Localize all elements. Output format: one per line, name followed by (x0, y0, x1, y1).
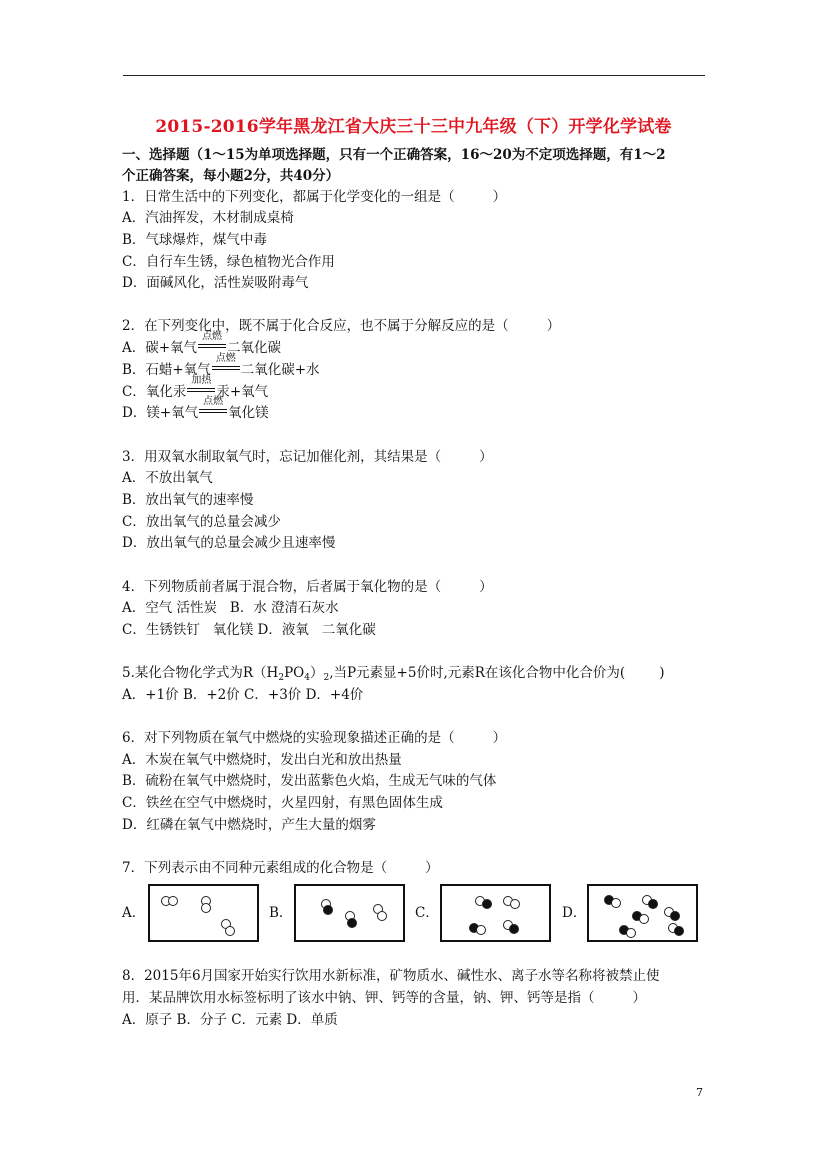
q1-option-c: C．自行车生锈，绿色植物光合作用 (122, 254, 335, 270)
section-heading-line2: 个正确答案，每小题2分，共40分） (122, 168, 340, 184)
q7-stem: 7．下列表示由不同种元素组成的化合物是（ ） (122, 860, 439, 876)
q4-options-ab: A．空气 活性炭 B．水 澄清石灰水 (122, 600, 339, 616)
header-rule (123, 75, 705, 76)
q7-label-c: C． (415, 905, 439, 921)
q5-stem: 5.某化合物化学式为$R(H_2PO_4)_2$,当P元素显+5价时,元素R在该化合物中化合价为( ) (122, 665, 665, 683)
q8-stem-line1: 8．2015年6月国家开始实行饮用水新标准，矿物质水、碱性水、离子水等名称将被禁止使 (122, 968, 660, 984)
q7-diagram-b (294, 884, 405, 942)
q2-option-a: A．碳+氧气 点燃 二氧化碳 (122, 331, 282, 356)
q1-stem: 1．日常生活中的下列变化，都属于化学变化的一组是（ ） (122, 189, 507, 205)
q5-options: A．+1价 B．+2价 C．+3价 D．+4价 (122, 687, 364, 703)
q8-stem-line2: 用．某品牌饮用水标签标明了该水中钠、钾、钙等的含量，钠、钾、钙等是指（ ） (122, 990, 646, 1006)
q6-option-a: A．木炭在氧气中燃烧时，发出白光和放出热量 (122, 752, 402, 768)
q7-label-d: D． (562, 905, 587, 921)
reaction-condition-arrow: 点燃 (212, 362, 240, 374)
q2-stem: 2．在下列变化中，既不属于化合反应，也不属于分解反应的是（ ） (122, 318, 561, 334)
q3-option-a: A．不放出氧气 (122, 470, 213, 486)
q3-option-b: B．放出氧气的速率慢 (122, 492, 254, 508)
q1-option-a: A．汽油挥发，木材制成桌椅 (122, 210, 294, 226)
page-number: 7 (696, 1086, 703, 1099)
q4-stem: 4．下列物质前者属于混合物，后者属于氧化物的是（ ） (122, 579, 493, 595)
q2-option-c: C．氧化汞 加热 汞+氧气 (122, 375, 269, 400)
q6-stem: 6．对下列物质在氧气中燃烧的实验现象描述正确的是（ ） (122, 730, 507, 746)
q7-diagram-a (148, 884, 259, 942)
page-title: 2015-2016学年黑龙江省大庆三十三中九年级（下）开学化学试卷 (155, 117, 672, 137)
q8-options: A．原子 B．分子 C．元素 D．单质 (122, 1012, 338, 1028)
q1-option-b: B．气球爆炸，煤气中毒 (122, 232, 267, 248)
q3-option-d: D．放出氧气的总量会减少且速率慢 (122, 535, 336, 551)
q6-option-c: C．铁丝在空气中燃烧时，火星四射，有黑色固体生成 (122, 795, 443, 811)
reaction-condition-arrow: 点燃 (199, 405, 227, 417)
q4-options-cd: C．生锈铁钉 氧化镁 D．液氧 二氧化碳 (122, 622, 376, 638)
reaction-condition-arrow: 点燃 (198, 340, 226, 352)
q7-label-a: A． (122, 905, 146, 921)
q7-diagram-c (440, 884, 551, 942)
q3-option-c: C．放出氧气的总量会减少 (122, 514, 281, 530)
q3-stem: 3．用双氧水制取氧气时，忘记加催化剂，其结果是（ ） (122, 449, 493, 465)
q7-diagram-d (587, 884, 698, 942)
q1-option-d: D．面碱风化，活性炭吸附毒气 (122, 275, 309, 291)
q6-option-d: D．红磷在氧气中燃烧时，产生大量的烟雾 (122, 817, 376, 833)
q2-option-d: D．镁+氧气 点燃 氧化镁 (122, 396, 269, 421)
reaction-condition-arrow: 加热 (187, 384, 215, 396)
section-heading-line1: 一、选择题（1～15为单项选择题，只有一个正确答案，16～20为不定项选择题，有1～2 (122, 147, 666, 163)
q7-label-b: B． (269, 905, 293, 921)
q2-option-b: B．石蜡+氧气 点燃 二氧化碳+水 (122, 353, 320, 378)
q6-option-b: B．硫粉在氧气中燃烧时，发出蓝紫色火焰，生成无气味的气体 (122, 773, 497, 789)
